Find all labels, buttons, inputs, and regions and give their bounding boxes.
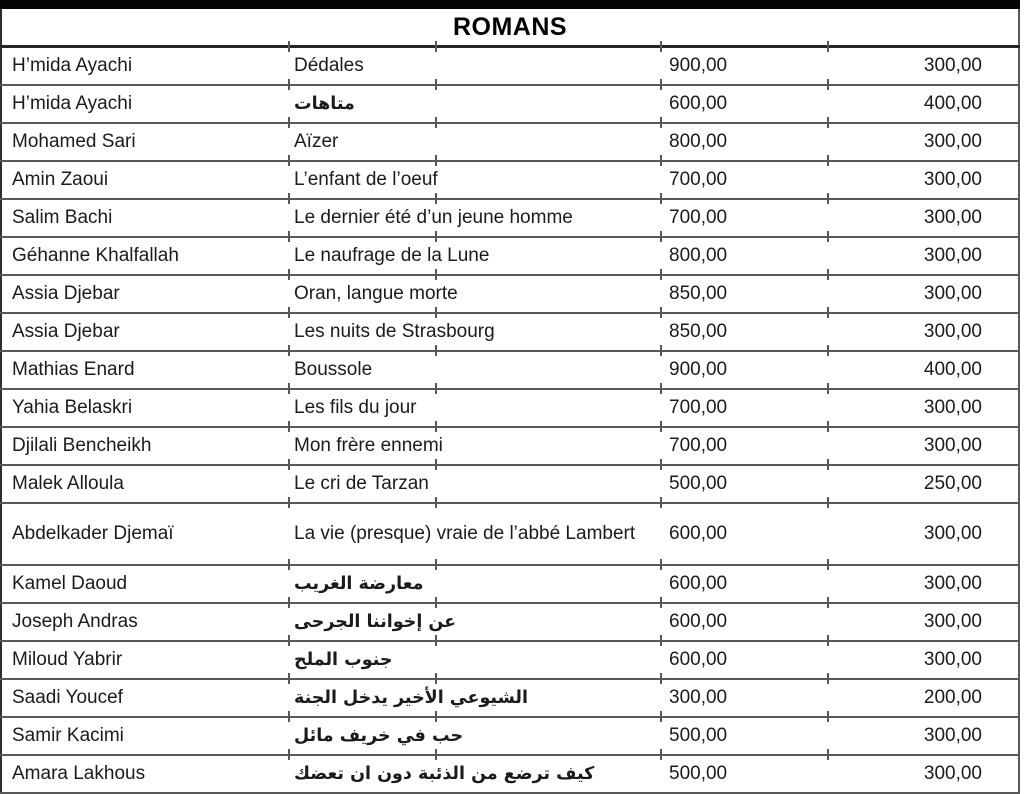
price-cell-2: 250,00 xyxy=(828,465,1019,503)
price-cell-2: 300,00 xyxy=(828,603,1019,641)
price-cell-2: 300,00 xyxy=(828,717,1019,755)
title-cell: Les fils du jour xyxy=(289,389,661,427)
table-row xyxy=(1,641,1019,679)
price-cell-2: 400,00 xyxy=(828,351,1019,389)
price-cell-2: 300,00 xyxy=(828,389,1019,427)
price-cell-2: 400,00 xyxy=(828,85,1019,123)
price-cell-1: 500,00 xyxy=(661,717,828,755)
author-cell: Yahia Belaskri xyxy=(1,389,289,427)
table-row xyxy=(1,503,1019,565)
price-cell-1: 600,00 xyxy=(661,603,828,641)
price-cell-1: 900,00 xyxy=(661,351,828,389)
price-cell-2: 300,00 xyxy=(828,275,1019,313)
author-cell: Samir Kacimi xyxy=(1,717,289,755)
price-cell-2: 300,00 xyxy=(828,161,1019,199)
price-cell-1: 600,00 xyxy=(661,85,828,123)
table-row xyxy=(1,565,1019,603)
title-cell: Le naufrage de la Lune xyxy=(289,237,661,275)
price-cell-1: 700,00 xyxy=(661,161,828,199)
author-cell: Saadi Youcef xyxy=(1,679,289,717)
author-cell: Kamel Daoud xyxy=(1,565,289,603)
title-cell: Dédales xyxy=(289,47,661,86)
price-cell-2: 300,00 xyxy=(828,565,1019,603)
author-cell: Mathias Enard xyxy=(1,351,289,389)
price-cell-2: 300,00 xyxy=(828,123,1019,161)
author-cell: Assia Djebar xyxy=(1,275,289,313)
author-cell: Abdelkader Djemaï xyxy=(1,503,289,565)
title-cell: Aïzer xyxy=(289,123,661,161)
title-cell: Les nuits de Strasbourg xyxy=(289,313,661,351)
table-row xyxy=(1,679,1019,717)
price-cell-1: 800,00 xyxy=(661,123,828,161)
price-cell-2: 300,00 xyxy=(828,313,1019,351)
table-row xyxy=(1,465,1019,503)
table-row xyxy=(1,161,1019,199)
author-cell: Amara Lakhous xyxy=(1,755,289,793)
title-cell: Oran, langue morte xyxy=(289,275,661,313)
title-cell: عن إخواننا الجرحى xyxy=(289,603,661,641)
price-cell-1: 850,00 xyxy=(661,313,828,351)
title-cell: Le dernier été d’un jeune homme xyxy=(289,199,661,237)
price-cell-1: 500,00 xyxy=(661,465,828,503)
price-cell-2: 300,00 xyxy=(828,47,1019,86)
author-cell: Géhanne Khalfallah xyxy=(1,237,289,275)
table-row xyxy=(1,237,1019,275)
price-cell-1: 700,00 xyxy=(661,199,828,237)
author-cell: H’mida Ayachi xyxy=(1,85,289,123)
table-row xyxy=(1,717,1019,755)
table-row xyxy=(1,85,1019,123)
price-cell-1: 600,00 xyxy=(661,503,828,565)
table-body xyxy=(1,47,1019,794)
top-border-bar xyxy=(0,0,1020,9)
title-cell: Mon frère ennemi xyxy=(289,427,661,465)
author-cell: Salim Bachi xyxy=(1,199,289,237)
title-cell: جنوب الملح xyxy=(289,641,661,679)
author-cell: Miloud Yabrir xyxy=(1,641,289,679)
author-cell: Assia Djebar xyxy=(1,313,289,351)
author-cell: Joseph Andras xyxy=(1,603,289,641)
table-row xyxy=(1,603,1019,641)
price-cell-1: 700,00 xyxy=(661,427,828,465)
table-row xyxy=(1,123,1019,161)
title-cell: L’enfant de l’oeuf xyxy=(289,161,661,199)
price-cell-1: 500,00 xyxy=(661,755,828,793)
table-row xyxy=(1,313,1019,351)
title-cell: معارضة الغريب xyxy=(289,565,661,603)
price-cell-2: 200,00 xyxy=(828,679,1019,717)
table-row xyxy=(1,47,1019,86)
price-cell-1: 900,00 xyxy=(661,47,828,86)
table-row xyxy=(1,351,1019,389)
table-row xyxy=(1,275,1019,313)
title-cell: حب في خريف مائل xyxy=(289,717,661,755)
title-cell: كيف ترضع من الذئبة دون ان تعضك xyxy=(289,755,661,793)
title-cell: Boussole xyxy=(289,351,661,389)
romans-price-table xyxy=(0,9,1020,794)
author-cell: Mohamed Sari xyxy=(1,123,289,161)
price-cell-1: 600,00 xyxy=(661,641,828,679)
author-cell: Djilali Bencheikh xyxy=(1,427,289,465)
table-row xyxy=(1,199,1019,237)
title-cell: متاهات xyxy=(289,85,661,123)
table-row xyxy=(1,389,1019,427)
title-cell: الشيوعي الأخير يدخل الجنة xyxy=(289,679,661,717)
author-cell: Malek Alloula xyxy=(1,465,289,503)
price-cell-1: 850,00 xyxy=(661,275,828,313)
price-cell-2: 300,00 xyxy=(828,503,1019,565)
price-cell-1: 700,00 xyxy=(661,389,828,427)
price-cell-2: 300,00 xyxy=(828,641,1019,679)
table-row xyxy=(1,427,1019,465)
price-cell-1: 300,00 xyxy=(661,679,828,717)
price-cell-2: 300,00 xyxy=(828,427,1019,465)
table-row xyxy=(1,755,1019,793)
author-cell: Amin Zaoui xyxy=(1,161,289,199)
price-cell-2: 300,00 xyxy=(828,199,1019,237)
price-cell-1: 600,00 xyxy=(661,565,828,603)
title-cell: Le cri de Tarzan xyxy=(289,465,661,503)
title-cell: La vie (presque) vraie de l’abbé Lambert xyxy=(289,503,661,565)
table-header-row xyxy=(1,9,1019,47)
price-cell-2: 300,00 xyxy=(828,755,1019,793)
price-cell-2: 300,00 xyxy=(828,237,1019,275)
table-title: ROMANS xyxy=(1,9,1019,47)
price-cell-1: 800,00 xyxy=(661,237,828,275)
author-cell: H’mida Ayachi xyxy=(1,47,289,86)
